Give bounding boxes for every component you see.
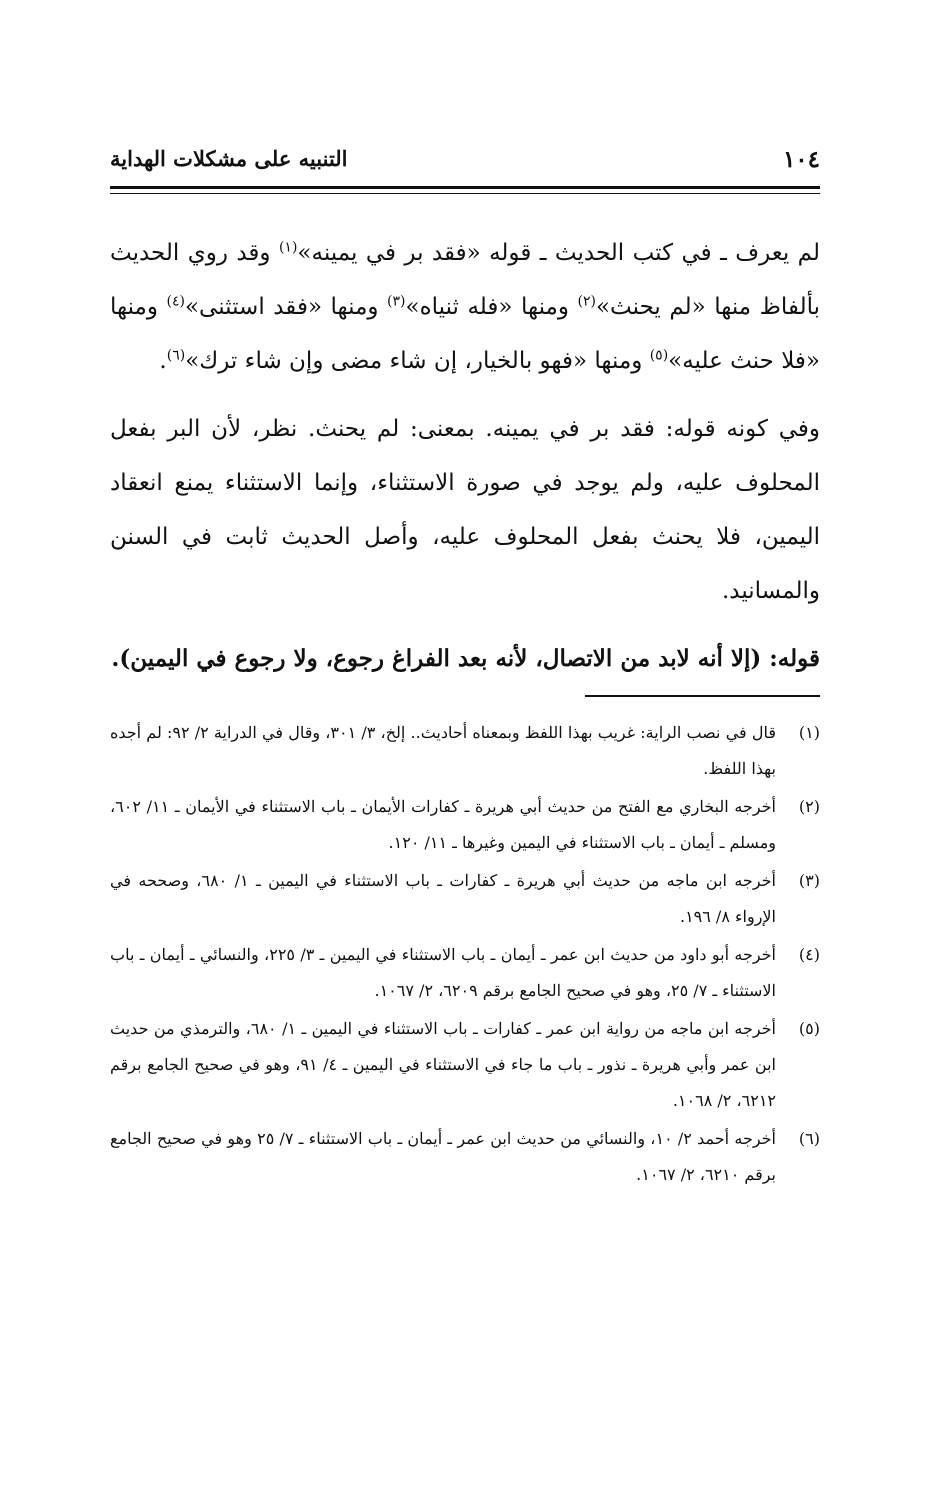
footnote-4	[110, 937, 820, 1009]
page-number: ١٠٤	[782, 146, 820, 173]
footnote-6	[110, 1121, 820, 1193]
footnote-3	[110, 863, 820, 935]
footnote-text: قال في نصب الراية: غريب بهذا اللفظ وبمعناه أحاديث.. إلخ، ٣/ ٣٠١، وقال في الدراية ٢/ ٩٢: لم أجده بهذا اللفظ.	[110, 723, 776, 778]
footnotes	[110, 715, 820, 1195]
p1-text-5: ومنها «فلا حنث عليه»	[110, 294, 820, 374]
footnote-text: أخرجه ابن ماجه من رواية ابن عمر ـ كفارات ـ باب الاستثناء في اليمين ـ ١/ ٦٨٠، والترمذي من حديث ابن عمر وأبي هريرة ـ نذور ـ باب ما جاء في الاستثناء في اليمين ـ ٤/ ٩١، وهو في صحيح الجامع برقم ٦٢١٢، ٢/ ١٠٦٨.	[110, 1019, 777, 1110]
footnote-number: (٣)	[798, 871, 820, 890]
footnote-number: (٤)	[798, 945, 820, 964]
p1-text-2: وقد روي الحديث بألفاظ منها «لم يحنث»	[110, 240, 820, 320]
footnote-number: (١)	[798, 723, 820, 742]
main-text	[110, 226, 820, 686]
footnote-ref-4: (٤)	[166, 293, 185, 310]
footnote-text: أخرجه ابن ماجه من حديث أبي هريرة ـ كفارات ـ باب الاستثناء في اليمين ـ ١/ ٦٨٠، وصححه في الإرواء ٨/ ١٩٦.	[110, 871, 776, 926]
paragraph-1	[110, 226, 820, 388]
footnote-separator	[585, 695, 820, 697]
footnote-ref-1: (١)	[278, 239, 298, 256]
header-rule-thin	[110, 193, 820, 194]
footnote-number: (٢)	[798, 797, 820, 816]
running-title: التنبيه على مشكلات الهداية	[110, 146, 348, 171]
footnote-number: (٥)	[798, 1019, 820, 1038]
p1-text-3: ومنها «فله ثنياه»	[405, 294, 578, 320]
footnote-number: (٦)	[798, 1129, 820, 1148]
header-rule-thick	[110, 186, 820, 189]
page-header	[110, 140, 820, 176]
footnote-5	[110, 1011, 820, 1119]
paragraph-2: وفي كونه قوله: فقد بر في يمينه. بمعنى: لم يحنث. نظر، لأن البر بفعل المحلوف عليه، ولم يوجد في صورة الاستثناء، وإنما الاستثناء يمنع انعقاد اليمين، فلا يحنث بفعل المحلوف عليه، وأصل الحديث ثابت في السنن والمسانيد.	[110, 416, 820, 604]
footnote-ref-3: (٣)	[387, 293, 406, 310]
p1-text-4: ومنها «فقد استثنى»	[184, 294, 388, 320]
paragraph-3-quote: قوله: (إلا أنه لابد من الاتصال، لأنه بعد الفراغ رجوع، ولا رجوع في اليمين).	[111, 645, 820, 672]
footnote-ref-5: (٥)	[649, 347, 669, 364]
footnote-ref-2: (٢)	[577, 293, 596, 310]
footnote-text: أخرجه البخاري مع الفتح من حديث أبي هريرة ـ كفارات الأيمان ـ باب الاستثناء في الأيمان ـ ١١/ ٦٠٢، ومسلم ـ أيمان ـ باب الاستثناء في اليمين وغيرها ـ ١١/ ١٢٠.	[110, 797, 776, 852]
footnote-text: أخرجه أبو داود من حديث ابن عمر ـ أيمان ـ باب الاستثناء في اليمين ـ ٣/ ٢٢٥، والنسائي ـ أيمان ـ باب الاستثناء ـ ٧/ ٢٥، وهو في صحيح الجامع برقم ٦٢٠٩، ٢/ ١٠٦٧.	[110, 945, 777, 1000]
footnote-2	[110, 789, 820, 861]
footnote-ref-6: (٦)	[166, 347, 186, 364]
p1-text-1: لم يعرف ـ في كتب الحديث ـ قوله «فقد بر في يمينه»	[297, 240, 820, 266]
footnote-1	[110, 715, 820, 787]
p1-text-6: ومنها «فهو بالخيار، إن شاء مضى وإن شاء ترك»	[185, 348, 650, 374]
p1-text-7: .	[159, 348, 167, 374]
footnote-text: أخرجه أحمد ٢/ ١٠، والنسائي من حديث ابن عمر ـ أيمان ـ باب الاستثناء ـ ٧/ ٢٥ وهو في صحيح الجامع برقم ٦٢١٠، ٢/ ١٠٦٧.	[110, 1129, 777, 1184]
